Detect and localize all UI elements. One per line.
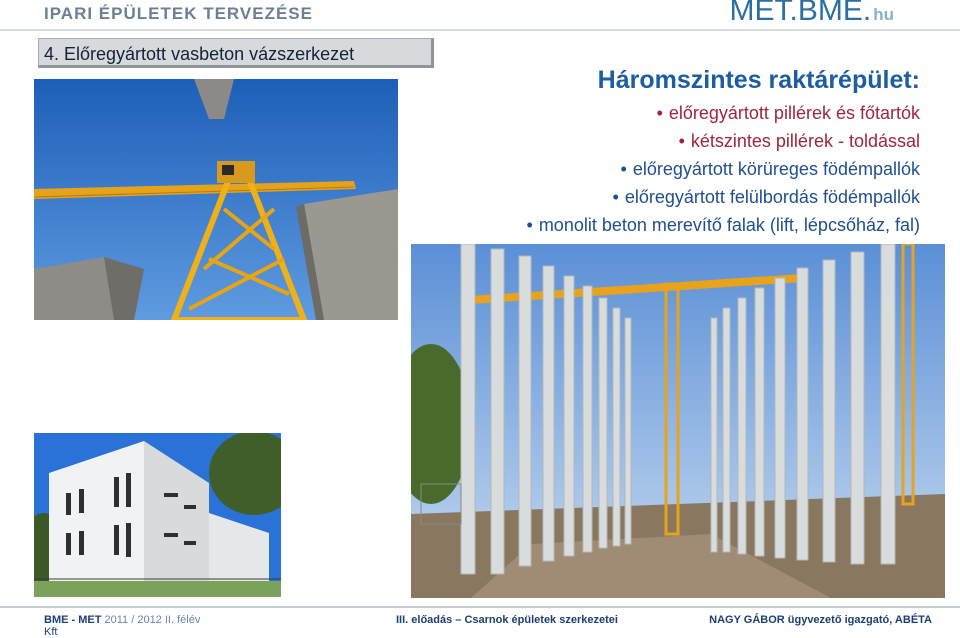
bullet-dot-icon: • <box>612 187 619 207</box>
bullet-text: kétszintes pillérek - toldással <box>690 131 920 151</box>
bullet-item <box>527 99 921 127</box>
logo-main: MET.BME. <box>729 0 872 27</box>
footer-org-name: BME - MET <box>44 614 102 626</box>
footer-author: NAGY GÁBOR ügyvezető igazgató, ABÉTA <box>709 614 932 626</box>
logo-suffix: hu <box>873 5 894 24</box>
header-divider <box>0 29 960 31</box>
footer-org <box>44 614 200 626</box>
footer-lecture: III. előadás – Csarnok épületek szerkezetei <box>396 614 618 626</box>
crane-photo <box>34 79 398 320</box>
bullet-text: előregyártott felülbordás födémpallók <box>624 187 920 207</box>
bullet-item <box>527 211 921 239</box>
bullet-item <box>527 127 921 155</box>
bullet-item <box>527 183 921 211</box>
met-bme-logo[interactable] <box>730 0 894 28</box>
slide-heading: Háromszintes raktárépület: <box>597 66 920 94</box>
footer-term: 2011 / 2012 II. félév <box>104 614 201 626</box>
bullet-dot-icon: • <box>656 103 663 123</box>
bullet-list <box>527 99 921 239</box>
bullet-item <box>527 155 921 183</box>
section-label: 4. Előregyártott vasbeton vázszerkezet <box>44 44 355 64</box>
section-label-box <box>38 38 434 68</box>
bullet-text: előregyártott pillérek és főtartók <box>668 103 920 123</box>
footer-divider <box>0 606 960 608</box>
course-title: IPARI ÉPÜLETEK TERVEZÉSE <box>44 4 313 23</box>
bullet-text: monolit beton merevítő falak (lift, lépcsőház, fal) <box>538 215 920 235</box>
bullet-dot-icon: • <box>678 131 685 151</box>
bullet-dot-icon: • <box>526 215 533 235</box>
footer-org-cont: Kft <box>44 626 58 638</box>
building-photo <box>34 433 281 597</box>
precast-columns-photo <box>411 244 945 598</box>
bullet-text: előregyártott körüreges födémpallók <box>632 159 920 179</box>
bullet-dot-icon: • <box>620 159 627 179</box>
